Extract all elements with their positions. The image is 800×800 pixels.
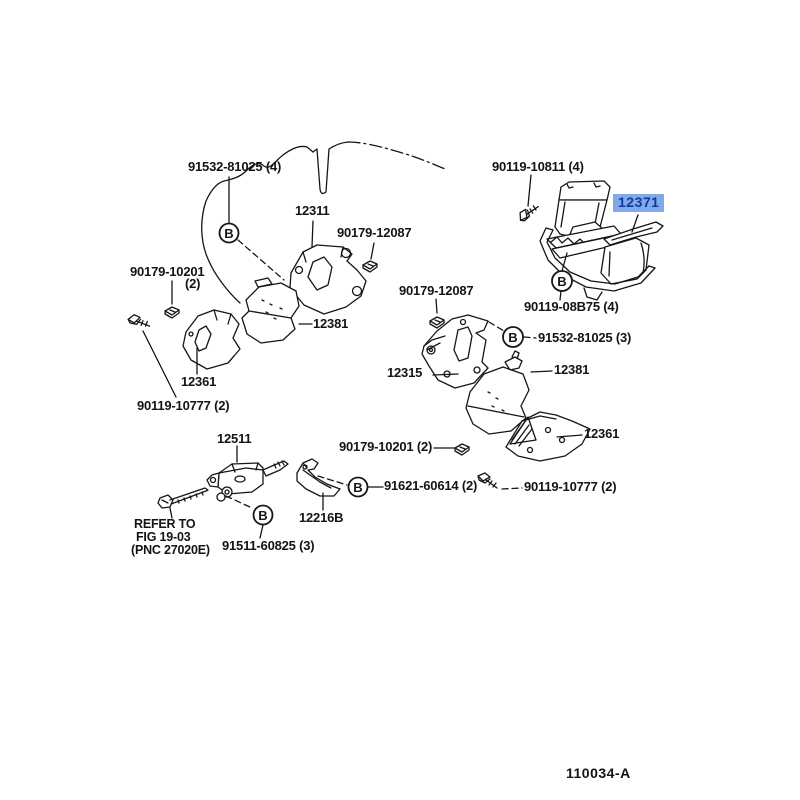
part-12361-left-drawing (183, 310, 240, 369)
part-12311-drawing (290, 245, 366, 314)
label-part-12216B: 12216B (299, 510, 344, 525)
nut-90179-10201-center-icon (455, 444, 469, 455)
bolt-90119-10777-right-icon (478, 473, 497, 488)
svg-text:B: B (508, 330, 518, 345)
callout-B-2 (552, 271, 572, 291)
part-12216B-drawing (297, 459, 340, 496)
label-part-12361-left: 12361 (181, 374, 217, 389)
part-12381-left-drawing (242, 278, 299, 343)
part-12315-drawing (422, 315, 488, 388)
label-refer-line2: FIG 19-03 (136, 530, 191, 544)
part-12511-drawing (207, 461, 288, 501)
label-bolt-90119-10777-right: 90119-10777 (2) (524, 479, 617, 494)
highlighted-part-label-12371[interactable]: 12371 (613, 194, 664, 212)
callout-B-4 (254, 506, 273, 525)
bolt-90119-10777-left-icon (127, 312, 149, 331)
label-refer-line3: (PNC 27020E) (131, 543, 210, 557)
label-part-12381-right: 12381 (554, 362, 590, 377)
label-nut-90179-10201-center: 90179-10201 (2) (339, 439, 433, 454)
callout-B-3 (503, 327, 523, 347)
label-nut-90179-12087-b: 90179-12087 (399, 283, 474, 298)
label-part-12381-left: 12381 (313, 316, 349, 331)
svg-text:B: B (353, 480, 363, 495)
label-part-12511: 12511 (217, 431, 252, 446)
label-bolt-90119-10811-4: 90119-10811 (4) (492, 159, 584, 174)
label-part-12315: 12315 (387, 365, 423, 380)
label-nut-90179-10201-left-line2: (2) (185, 276, 201, 291)
svg-text:B: B (224, 226, 234, 241)
label-bolt-91532-81025-3: 91532-81025 (3) (538, 330, 632, 345)
label-bolt-91511-60825-3: 91511-60825 (3) (222, 538, 315, 553)
nut-90179-12087-a-icon (363, 261, 377, 272)
label-refer-line1: REFER TO (134, 517, 196, 531)
label-bolt-90119-10777-left: 90119-10777 (2) (137, 398, 230, 413)
long-bolt-drawing (158, 488, 208, 508)
callout-B-1 (220, 224, 239, 243)
label-nut-90179-10201-left-line1: 90179-10201 (130, 264, 205, 279)
label-part-12311: 12311 (295, 203, 330, 218)
svg-text:B: B (258, 508, 268, 523)
label-bolt-90119-08B75-4: 90119-08B75 (4) (524, 299, 619, 314)
label-nut-90179-12087-a: 90179-12087 (337, 225, 412, 240)
callout-B-5 (349, 478, 368, 497)
figure-code: 110034-A (566, 765, 631, 781)
label-part-12361-right: 12361 (584, 426, 620, 441)
label-bolt-91532-81025-4: 91532-81025 (4) (188, 159, 282, 174)
svg-text:B: B (557, 274, 567, 289)
nut-90179-10201-left-icon (165, 307, 179, 318)
label-bolt-91621-60614-2: 91621-60614 (2) (384, 478, 478, 493)
